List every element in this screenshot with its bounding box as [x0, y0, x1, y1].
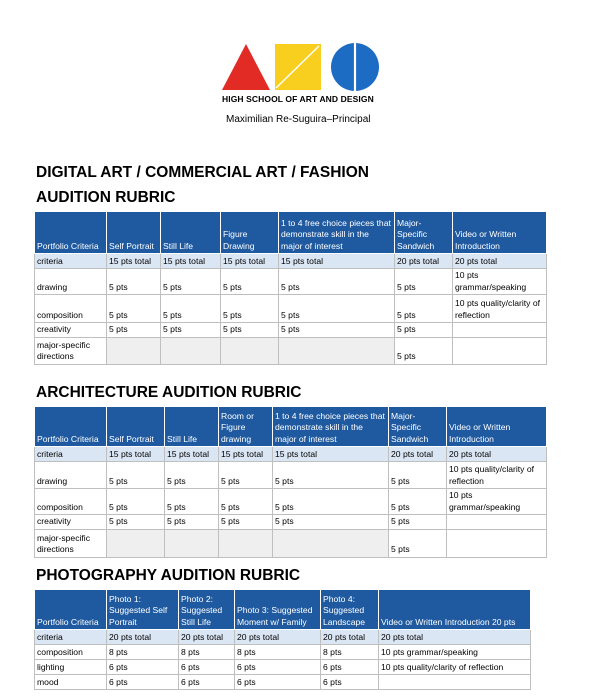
table-header-row [35, 407, 547, 447]
table-cell: 20 pts total [395, 254, 453, 269]
table-cell: major-specific directions [35, 337, 107, 364]
table-cell: 10 pts quality/clarity of reflection [453, 295, 547, 323]
table-cell: 20 pts total [179, 630, 235, 645]
table-cell: 6 pts [179, 675, 235, 690]
school-name: HIGH SCHOOL OF ART AND DESIGN [222, 94, 374, 104]
table-cell: composition [35, 489, 107, 515]
header-cell: Figure Drawing [221, 212, 279, 254]
table-cell: 20 pts total [453, 254, 547, 269]
table-cell [221, 337, 279, 364]
header-cell: Self Portrait [107, 212, 161, 254]
red-triangle-icon [222, 44, 270, 90]
table-cell: 20 pts total [321, 630, 379, 645]
table-cell: 5 pts [107, 323, 161, 338]
table-row [35, 269, 547, 295]
table-cell: 10 pts grammar/speaking [453, 269, 547, 295]
photography-title: PHOTOGRAPHY AUDITION RUBRIC [36, 567, 301, 584]
header-cell: Photo 2: Suggested Still Life [179, 590, 235, 630]
header-cell: 1 to 4 free choice pieces that demonstrate skill in the major of interest [273, 407, 389, 447]
table-cell: 5 pts [221, 295, 279, 323]
criteria-row [35, 630, 531, 645]
header-cell: Still Life [165, 407, 219, 447]
table-row [35, 515, 547, 530]
table-cell: 20 pts total [447, 447, 547, 462]
table-cell: 10 pts grammar/speaking [379, 645, 531, 660]
table-cell: major-specific directions [35, 529, 107, 557]
table-row [35, 489, 547, 515]
table-cell: 5 pts [395, 337, 453, 364]
table-cell: 5 pts [273, 462, 389, 489]
header-cell: Portfolio Criteria [35, 590, 107, 630]
header-cell: Still Life [161, 212, 221, 254]
table-cell [447, 529, 547, 557]
table-row [35, 337, 547, 364]
table-cell [219, 529, 273, 557]
table-cell [453, 323, 547, 338]
table-cell: criteria [35, 254, 107, 269]
table-cell: lighting [35, 660, 107, 675]
table-cell: 5 pts [165, 462, 219, 489]
table-cell: 5 pts [389, 462, 447, 489]
header-cell: Photo 4: Suggested Landscape [321, 590, 379, 630]
table-cell: 15 pts total [107, 447, 165, 462]
table-cell: 6 pts [321, 675, 379, 690]
table-cell [379, 675, 531, 690]
architecture-rubric-table [34, 406, 547, 558]
header-cell: Room or Figure drawing [219, 407, 273, 447]
table-cell: 5 pts [395, 323, 453, 338]
table-cell: 15 pts total [161, 254, 221, 269]
header-cell: Major-Specific Sandwich [395, 212, 453, 254]
table-row [35, 323, 547, 338]
table-row [35, 295, 547, 323]
table-cell: 6 pts [235, 660, 321, 675]
table-cell: 15 pts total [107, 254, 161, 269]
table-cell: 5 pts [279, 269, 395, 295]
header-cell: Photo 1: Suggested Self Portrait [107, 590, 179, 630]
table-cell: 20 pts total [389, 447, 447, 462]
table-cell: 20 pts total [379, 630, 531, 645]
table-cell: 15 pts total [165, 447, 219, 462]
table-cell: 8 pts [179, 645, 235, 660]
table-cell: 8 pts [235, 645, 321, 660]
table-cell: 5 pts [107, 462, 165, 489]
table-cell: 15 pts total [219, 447, 273, 462]
table-cell: 5 pts [395, 295, 453, 323]
header-cell: 1 to 4 free choice pieces that demonstrate skill in the major of interest [279, 212, 395, 254]
table-cell: composition [35, 645, 107, 660]
header-cell: Portfolio Criteria [35, 407, 107, 447]
table-cell: 6 pts [107, 660, 179, 675]
table-cell: 5 pts [165, 515, 219, 530]
table-cell: 10 pts quality/clarity of reflection [447, 462, 547, 489]
table-row [35, 529, 547, 557]
digital-title-line1: DIGITAL ART / COMMERCIAL ART / FASHION [36, 164, 369, 181]
table-cell: 10 pts grammar/speaking [447, 489, 547, 515]
table-cell [161, 337, 221, 364]
header-cell: Major-Specific Sandwich [389, 407, 447, 447]
criteria-row [35, 447, 547, 462]
table-cell: mood [35, 675, 107, 690]
table-cell: criteria [35, 630, 107, 645]
table-cell [107, 337, 161, 364]
table-cell: 5 pts [395, 269, 453, 295]
table-cell: 6 pts [179, 660, 235, 675]
header-cell: Video or Written Introduction [447, 407, 547, 447]
table-cell: 5 pts [273, 489, 389, 515]
table-row [35, 660, 531, 675]
header-cell: Video or Written Introduction 20 pts [379, 590, 531, 630]
architecture-title: ARCHITECTURE AUDITION RUBRIC [36, 384, 302, 401]
table-cell: creativity [35, 515, 107, 530]
table-cell: 5 pts [279, 295, 395, 323]
table-cell: 6 pts [321, 660, 379, 675]
table-cell: 6 pts [107, 675, 179, 690]
table-cell: 8 pts [107, 645, 179, 660]
digital-rubric-table [34, 211, 547, 365]
table-row [35, 462, 547, 489]
table-cell: 5 pts [161, 323, 221, 338]
table-cell: drawing [35, 269, 107, 295]
table-cell: 15 pts total [279, 254, 395, 269]
table-cell: drawing [35, 462, 107, 489]
table-cell: creativity [35, 323, 107, 338]
table-header-row [35, 212, 547, 254]
table-header-row [35, 590, 531, 630]
table-cell [273, 529, 389, 557]
table-cell: 5 pts [389, 515, 447, 530]
table-cell [165, 529, 219, 557]
table-cell: 5 pts [221, 269, 279, 295]
table-cell: 5 pts [161, 269, 221, 295]
principal-name: Maximilian Re-Suguira–Principal [226, 114, 371, 125]
table-cell: 5 pts [389, 529, 447, 557]
table-row [35, 645, 531, 660]
table-cell: 20 pts total [235, 630, 321, 645]
digital-title-line2: AUDITION RUBRIC [36, 189, 176, 206]
table-cell: 5 pts [273, 515, 389, 530]
table-cell: 5 pts [389, 489, 447, 515]
table-cell: 5 pts [219, 462, 273, 489]
table-cell: 5 pts [107, 515, 165, 530]
criteria-row [35, 254, 547, 269]
table-cell: 5 pts [219, 489, 273, 515]
table-cell: 5 pts [279, 323, 395, 338]
photography-rubric-table [34, 589, 531, 690]
table-cell: 10 pts quality/clarity of reflection [379, 660, 531, 675]
table-cell: 5 pts [107, 269, 161, 295]
table-row [35, 675, 531, 690]
school-logo [222, 42, 382, 92]
header-cell: Self Portrait [107, 407, 165, 447]
table-cell: 5 pts [219, 515, 273, 530]
table-cell: 5 pts [165, 489, 219, 515]
table-cell: composition [35, 295, 107, 323]
header-cell: Portfolio Criteria [35, 212, 107, 254]
table-cell: 6 pts [235, 675, 321, 690]
table-cell: 5 pts [221, 323, 279, 338]
table-cell: 8 pts [321, 645, 379, 660]
table-cell: 20 pts total [107, 630, 179, 645]
header-cell: Photo 3: Suggested Moment w/ Family [235, 590, 321, 630]
table-cell [107, 529, 165, 557]
table-cell: 5 pts [161, 295, 221, 323]
table-cell [453, 337, 547, 364]
table-cell [279, 337, 395, 364]
header-cell: Video or Written Introduction [453, 212, 547, 254]
table-cell: 15 pts total [273, 447, 389, 462]
table-cell: criteria [35, 447, 107, 462]
table-cell: 5 pts [107, 489, 165, 515]
table-cell [447, 515, 547, 530]
table-cell: 5 pts [107, 295, 161, 323]
table-cell: 15 pts total [221, 254, 279, 269]
